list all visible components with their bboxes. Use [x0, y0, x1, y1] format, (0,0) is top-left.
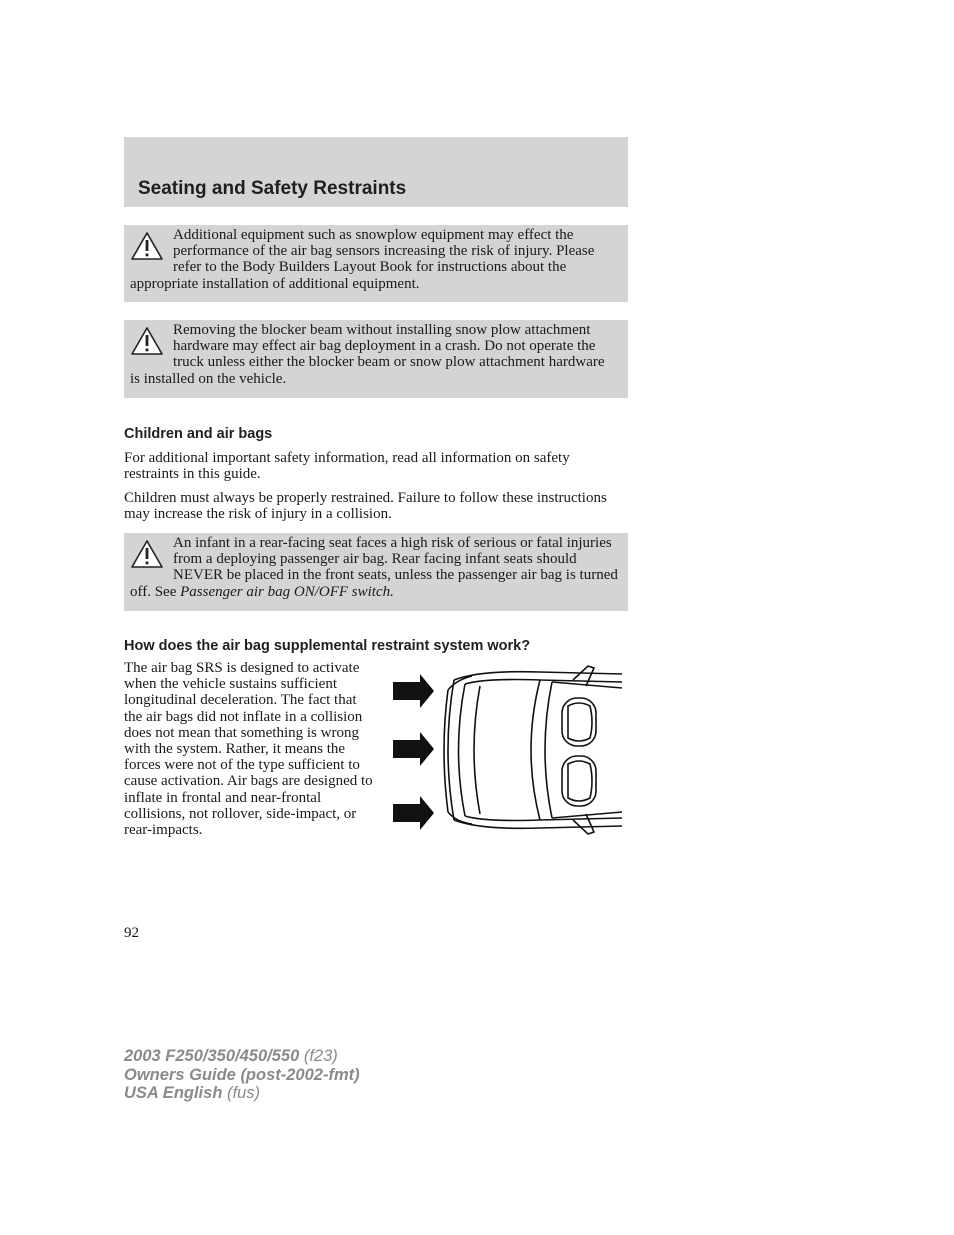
warning-triangle-icon [130, 231, 164, 261]
impact-arrow-icon [393, 796, 434, 830]
children-heading: Children and air bags [124, 426, 273, 442]
children-paragraph-2: Children must always be properly restrained. Failure to follow these instructions may increase the risk of injury in a collision. [124, 490, 607, 523]
footer-line-2 [124, 1066, 360, 1085]
srs-heading: How does the air bag supplemental restraint system work? [124, 638, 531, 654]
section-header [124, 137, 628, 207]
airbag-switch-reference: Passenger air bag ON/OFF switch. [180, 583, 394, 600]
warning-box-1 [124, 225, 628, 302]
footer-language-code: (fus) [222, 1084, 260, 1102]
warning-box-3 [124, 533, 628, 611]
footer-model: 2003 F250/350/450/550 [124, 1047, 300, 1065]
document-footer [124, 1047, 360, 1103]
impact-arrow-icon [393, 674, 434, 708]
footer-line-3 [124, 1084, 360, 1103]
frontal-impact-diagram [390, 660, 625, 840]
footer-model-code: (f23) [299, 1047, 338, 1065]
warning-triangle-icon [130, 326, 164, 356]
warning-text-3 [130, 535, 618, 600]
warning-text-3-main: An infant in a rear-facing seat faces a high risk of serious or fatal injuries from a deploying passenger air bag. Rear facing infant seats should NEVER be placed in the front seats, unless the passenger air bag is turned off. See [130, 535, 618, 600]
warning-text-1: Additional equipment such as snowplow equipment may effect the performance of the air bag sensors increasing the risk of injury. Please refer to the Body Builders Layout Book for instructions about the appropriate installation of additional equipment. [130, 227, 595, 292]
srs-body: The air bag SRS is designed to activate when the vehicle sustains sufficient longitudinal deceleration. The fact that the air bags did not inflate in a collision does not mean that something is wrong with the system. Rather, it means the forces were not of the type sufficient to cause activation. Air bags are designed to inflate in frontal and near-frontal collisions, not rollover, side-impact, or rear-impacts. [124, 660, 373, 839]
warning-triangle-icon [130, 539, 164, 569]
warning-text-2: Removing the blocker beam without installing snow plow attachment hardware may effect air bag deployment in a crash. Do not operate the truck unless either the blocker beam or snow plow attachment hardware is installed on the vehicle. [130, 322, 605, 387]
footer-line-1 [124, 1047, 360, 1066]
footer-language: USA English [124, 1084, 223, 1102]
truck-outline [444, 666, 622, 834]
impact-arrow-icon [393, 732, 434, 766]
page-title: Seating and Safety Restraints [138, 178, 407, 199]
warning-box-2 [124, 320, 628, 398]
page-number: 92 [124, 925, 139, 941]
children-paragraph-1: For additional important safety information, read all information on safety restraints in this guide. [124, 450, 570, 483]
footer-guide: Owners Guide (post-2002-fmt) [124, 1065, 360, 1084]
